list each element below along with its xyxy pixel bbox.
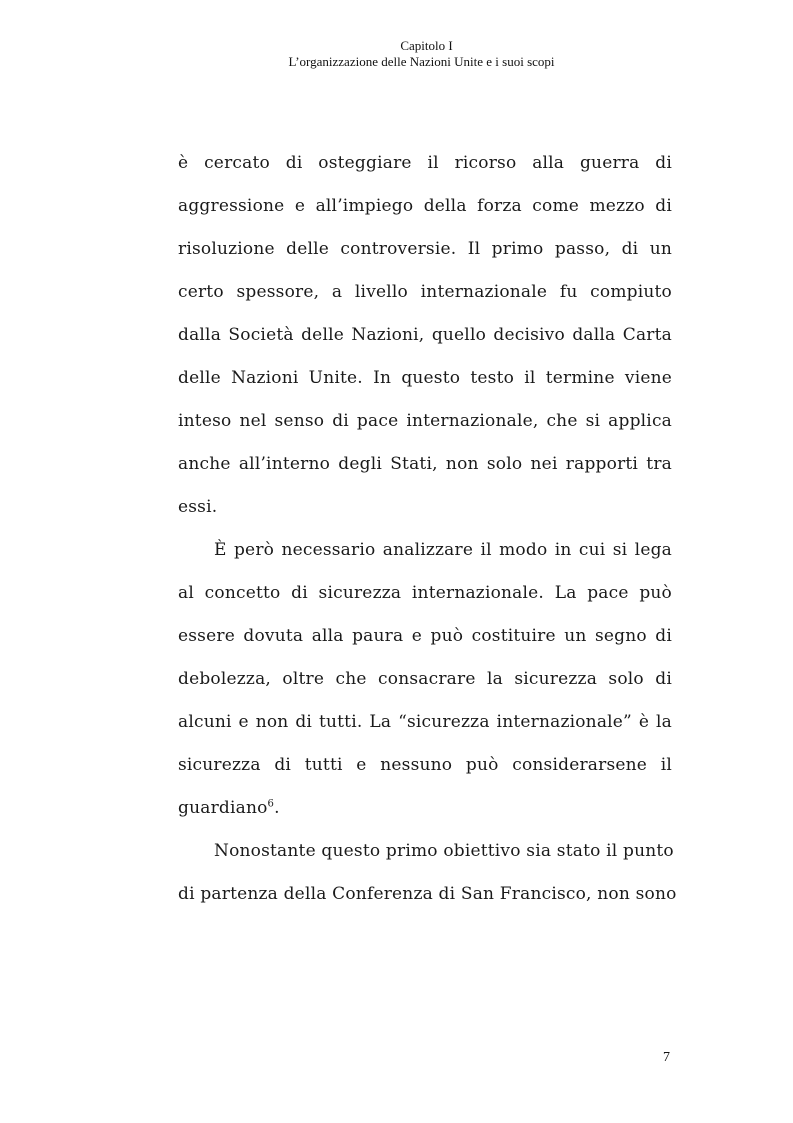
- footnote-reference[interactable]: 6: [267, 798, 275, 810]
- text-line-with-footnote: [178, 797, 672, 819]
- page-number: 7: [663, 1050, 670, 1065]
- text-line: è cercato di osteggiare il ricorso alla guerra di: [178, 153, 672, 173]
- paragraph-start-line: È però necessario analizzare il modo in cui si lega: [214, 540, 672, 560]
- text-line: anche all’interno degli Stati, non solo nei rapporti tra: [178, 454, 672, 474]
- text-line: sicurezza di tutti e nessuno può considerarsene il: [178, 755, 672, 775]
- text-line: al concetto di sicurezza internazionale. La pace può: [178, 583, 672, 603]
- text-line: essi.: [178, 497, 218, 517]
- text-line: essere dovuta alla paura e può costituire un segno di: [178, 626, 672, 646]
- chapter-title: L’organizzazione delle Nazioni Unite e i suoi scopi: [288, 54, 555, 69]
- text-line: debolezza, oltre che consacrare la sicurezza solo di: [178, 669, 672, 689]
- text-line: dalla Società delle Nazioni, quello decisivo dalla Carta: [178, 325, 672, 345]
- running-header: [0, 38, 793, 70]
- chapter-label: Capitolo I: [400, 38, 453, 53]
- sentence-end: .: [274, 798, 280, 818]
- text-line: risoluzione delle controversie. Il primo passo, di un: [178, 239, 672, 259]
- text-line: aggressione e all’impiego della forza come mezzo di: [178, 196, 672, 216]
- paragraph-start-line: Nonostante questo primo obiettivo sia stato il punto: [214, 841, 674, 861]
- text-line: di partenza della Conferenza di San Francisco, non sono: [178, 884, 677, 904]
- text-line: inteso nel senso di pace internazionale, che si applica: [178, 411, 672, 431]
- text-line: alcuni e non di tutti. La “sicurezza internazionale” è la: [178, 712, 672, 732]
- text-line: certo spessore, a livello internazionale fu compiuto: [178, 282, 672, 302]
- text-line: guardiano: [178, 798, 268, 818]
- text-line: delle Nazioni Unite. In questo testo il termine viene: [178, 368, 672, 388]
